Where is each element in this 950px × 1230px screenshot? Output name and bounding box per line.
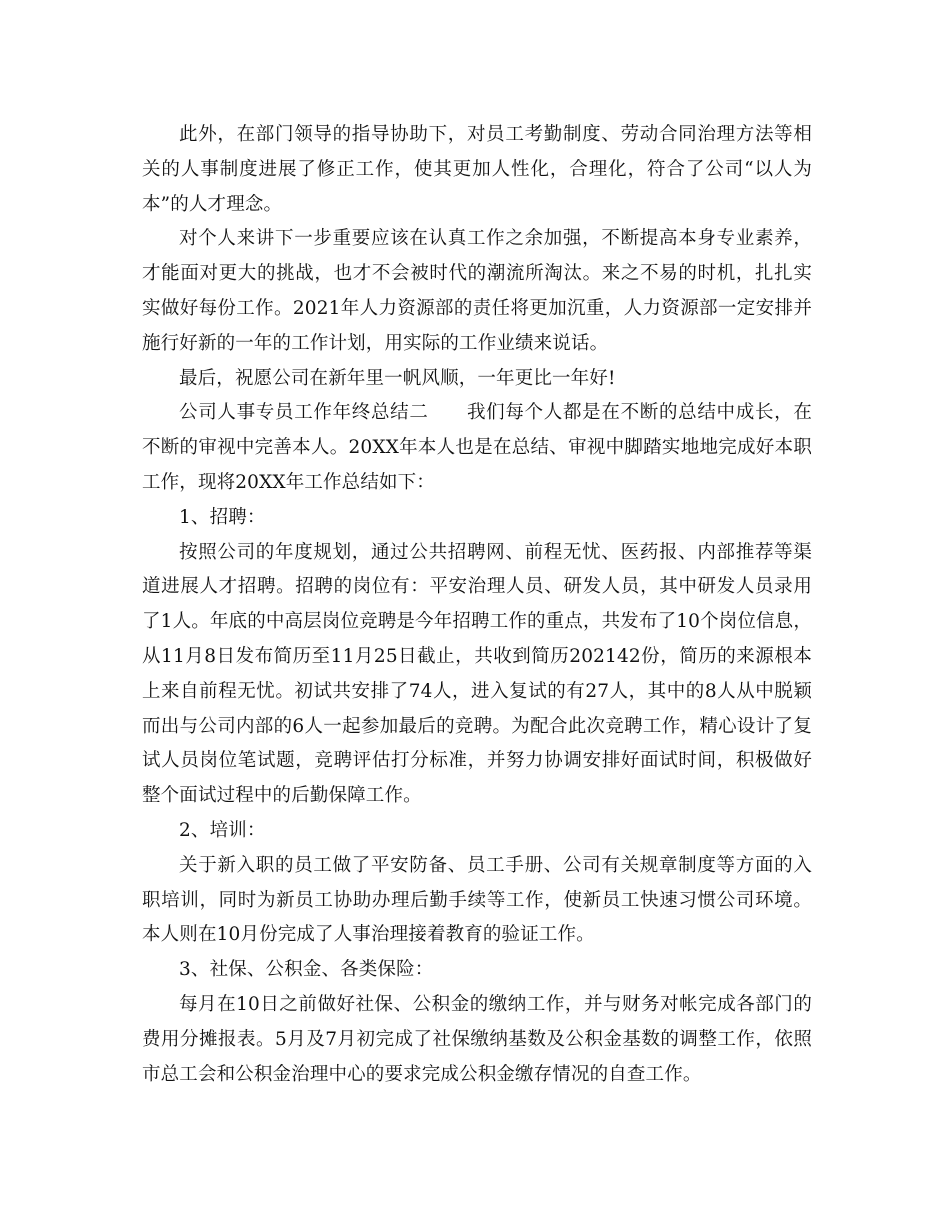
paragraph-recruitment: 按照公司的年度规划，通过公共招聘网、前程无忧、医药报、内部推荐等渠道进展人才招聘。招聘的岗位有：平安治理人员、研发人员，其中研发人员录用了1人。年底的中高层岗位竞聘是今年招聘工作的重点，共发布了10个岗位信息，从11月8日发布简历至11月25日截止，共收到简历202142份，简历的来源根本上来自前程无忧。初试共安排了74人，进入复试的有27人，其中的8人从中脱颖而出与公司内部的6人一起参加最后的竞聘。为配合此次竞聘工作，精心设计了复试人员岗位笔试题，竞聘评估打分标准，并努力协调安排好面试时间，积极做好整个面试过程中的后勤保障工作。 [142, 541, 812, 807]
section-heading-training: 2、培训： [179, 819, 266, 841]
paragraph-personal-plan: 对个人来讲下一步重要应该在认真工作之余加强，不断提高本身专业素养，才能面对更大的挑战，也才不会被时代的潮流所淘汰。来之不易的时机，扎扎实实做好每份工作。2021年人力资源部的责任将更加沉重，人力资源部一定安排并施行好新的一年的工作计划，用实际的工作业绩来说话。 [142, 228, 812, 354]
section-heading-social-insurance: 3、社保、公积金、各类保险： [179, 959, 434, 981]
paragraph-training: 关于新入职的员工做了平安防备、员工手册、公司有关规章制度等方面的入职培训，同时为新员工协助办理后勤手续等工作，使新员工快速习惯公司环境。本人则在10月份完成了人事治理接着教育的验证工作。 [142, 854, 812, 946]
paragraph-closing-wishes: 最后，祝愿公司在新年里一帆风顺，一年更比一年好! [179, 367, 616, 389]
section-heading-recruitment: 1、招聘： [179, 506, 266, 528]
paragraph-social-insurance: 每月在10日之前做好社保、公积金的缴纳工作，并与财务对帐完成各部门的费用分摊报表。5月及7月初完成了社保缴纳基数及公积金基数的调整工作，依照市总工会和公积金治理中心的要求完成公积金缴存情况的自查工作。 [142, 993, 812, 1085]
document-body [142, 118, 812, 1092]
paragraph-revision-work: 此外，在部门领导的指导协助下，对员工考勤制度、劳动合同治理方法等相关的人事制度进展了修正工作，使其更加人性化，合理化，符合了公司“以人为本”的人才理念。 [142, 124, 812, 215]
paragraph-summary-two-intro: 公司人事专员工作年终总结二 我们每个人都是在不断的总结中成长，在不断的审视中完善本人。20XX年本人也是在总结、审视中脚踏实地地完成好本职工作，现将20XX年工作总结如下： [142, 402, 812, 493]
